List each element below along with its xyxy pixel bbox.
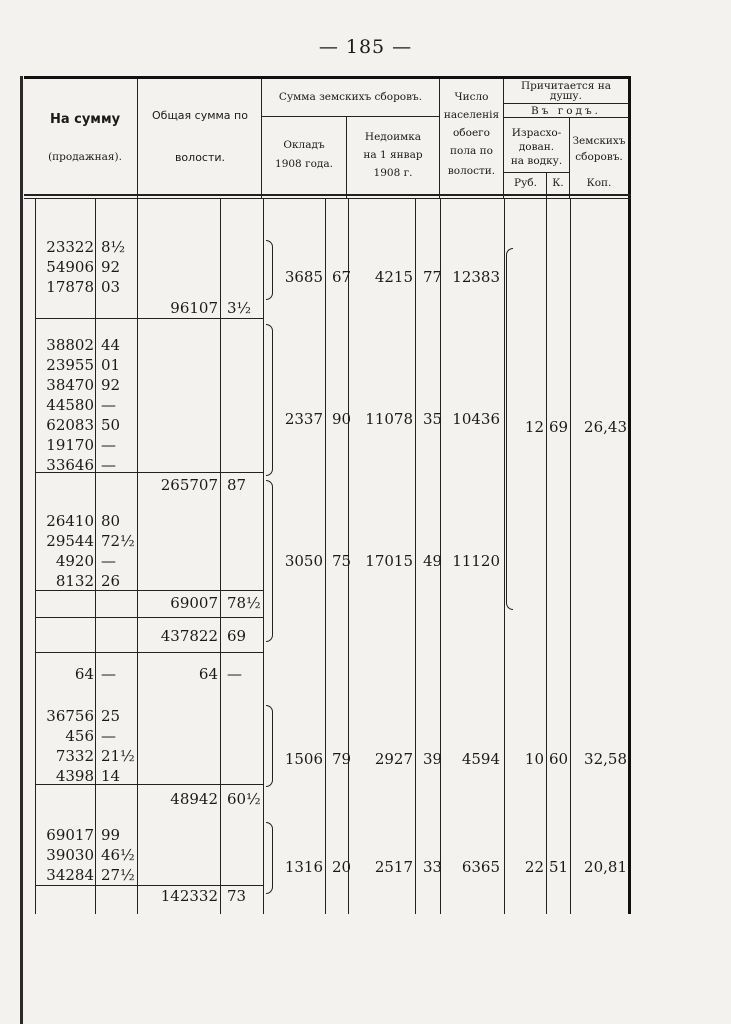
header-unit-kop2: Коп. bbox=[586, 177, 612, 189]
header-zemsky: Сумма земскихъ сборовъ. bbox=[278, 91, 423, 103]
item-sum: 7332 bbox=[55, 747, 94, 765]
item-sum: 23322 bbox=[46, 238, 94, 256]
oklad-rub: 1316 bbox=[284, 858, 323, 876]
group-brace bbox=[266, 240, 273, 300]
population: 6365 bbox=[461, 858, 500, 876]
col-divider bbox=[35, 199, 36, 914]
item-kop: 46½ bbox=[101, 846, 135, 864]
oklad-kop: 20 bbox=[332, 858, 352, 876]
nedoimka-rub: 17015 bbox=[365, 552, 413, 570]
item-sum: 69017 bbox=[46, 826, 94, 844]
item-kop: — bbox=[101, 552, 116, 570]
group-brace bbox=[266, 480, 273, 642]
header-population-sub1: населенія bbox=[443, 109, 500, 121]
item-kop: 27½ bbox=[101, 866, 135, 884]
item-sum: 33646 bbox=[46, 456, 94, 474]
header-bottom-border-2 bbox=[24, 198, 631, 199]
item-kop: 92 bbox=[101, 258, 121, 276]
page-number: — 185 — bbox=[318, 36, 413, 58]
item-sum: 4920 bbox=[55, 552, 94, 570]
header-year: Въ годъ. bbox=[530, 105, 602, 117]
nedoimka-rub: 2517 bbox=[374, 858, 413, 876]
header-spent: Израсхо- bbox=[511, 127, 562, 139]
item-kop: 50 bbox=[101, 416, 121, 434]
group-brace-right bbox=[506, 248, 513, 610]
volost-total-kop: 87 bbox=[227, 476, 247, 494]
item-sum: 4398 bbox=[55, 767, 94, 785]
item-kop: 80 bbox=[101, 512, 121, 530]
item-kop: 72½ bbox=[101, 532, 135, 550]
col-divider bbox=[95, 199, 96, 914]
oklad-rub: 1506 bbox=[284, 750, 323, 768]
item-sum: 17878 bbox=[46, 278, 94, 296]
item-sum: 456 bbox=[65, 727, 94, 745]
item-sum: 38470 bbox=[46, 376, 94, 394]
volost-total-kop: — bbox=[227, 665, 242, 683]
col-divider bbox=[325, 199, 326, 914]
header-unit-kop: К. bbox=[552, 177, 564, 189]
header-total-sub: волости. bbox=[174, 151, 226, 164]
spent-rub: 12 bbox=[524, 418, 544, 436]
item-sum: 39030 bbox=[46, 846, 94, 864]
group-separator bbox=[35, 652, 263, 653]
header-sum-sub: (продажная). bbox=[48, 151, 122, 163]
header-oklad: Окладъ bbox=[283, 139, 325, 151]
item-kop: 01 bbox=[101, 356, 121, 374]
item-sum: 26410 bbox=[46, 512, 94, 530]
item-sum: 29544 bbox=[46, 532, 94, 550]
header-due-sub: душу. bbox=[550, 90, 582, 102]
item-kop: — bbox=[101, 436, 116, 454]
oklad-kop: 67 bbox=[332, 268, 352, 286]
spent-kop: 69 bbox=[549, 418, 569, 436]
spent-kop: 60 bbox=[549, 750, 569, 768]
oklad-kop: 90 bbox=[332, 410, 352, 428]
item-kop: 25 bbox=[101, 707, 121, 725]
col-divider bbox=[415, 199, 416, 914]
item-kop: 8½ bbox=[101, 238, 126, 256]
nedoimka-kop: 33 bbox=[423, 858, 443, 876]
population: 4594 bbox=[461, 750, 500, 768]
nedoimka-kop: 77 bbox=[423, 268, 443, 286]
volost-total-sum: 437822 bbox=[160, 627, 218, 645]
oklad-kop: 75 bbox=[332, 552, 352, 570]
item-kop: 99 bbox=[101, 826, 121, 844]
volost-total-kop: 3½ bbox=[227, 299, 252, 317]
header-oklad-sub: 1908 года. bbox=[275, 158, 333, 170]
item-kop: — bbox=[101, 396, 116, 414]
header-population-sub3: пола по bbox=[450, 145, 493, 157]
item-sum: 34284 bbox=[46, 866, 94, 884]
col-divider bbox=[137, 79, 138, 914]
oklad-rub: 3050 bbox=[284, 552, 323, 570]
header-population: Число bbox=[454, 91, 489, 103]
header-nedoimka-sub2: 1908 г. bbox=[373, 167, 413, 179]
header-total: Общая сумма по bbox=[152, 109, 248, 122]
item-kop: 14 bbox=[101, 767, 121, 785]
zemsky-per-capita: 32,58 bbox=[584, 750, 627, 768]
group-separator bbox=[35, 885, 263, 886]
population: 11120 bbox=[452, 552, 500, 570]
header-nedoimka: Недоимка bbox=[364, 131, 422, 143]
header-bottom-border bbox=[24, 194, 631, 196]
volost-total-kop: 78½ bbox=[227, 594, 261, 612]
col-divider bbox=[263, 199, 264, 914]
nedoimka-kop: 39 bbox=[423, 750, 443, 768]
spent-rub: 10 bbox=[524, 750, 544, 768]
oklad-rub: 2337 bbox=[284, 410, 323, 428]
table-right-border bbox=[628, 76, 631, 914]
group-separator bbox=[35, 617, 263, 618]
header-population-sub4: волости. bbox=[447, 165, 496, 177]
header-zemsky-fees-sub: сборовъ. bbox=[575, 151, 623, 163]
spent-kop: 51 bbox=[549, 858, 569, 876]
nedoimka-kop: 49 bbox=[423, 552, 443, 570]
item-kop: 03 bbox=[101, 278, 121, 296]
item-kop: 92 bbox=[101, 376, 121, 394]
zemsky-per-capita: 26,43 bbox=[584, 418, 627, 436]
item-sum: 23955 bbox=[46, 356, 94, 374]
header-spent-sub1: дован. bbox=[518, 141, 555, 153]
volost-total-kop: 69 bbox=[227, 627, 247, 645]
header-sum: На сумму bbox=[49, 112, 121, 127]
col-divider bbox=[220, 199, 221, 914]
item-sum: 19170 bbox=[46, 436, 94, 454]
item-kop: — bbox=[101, 456, 116, 474]
population: 12383 bbox=[452, 268, 500, 286]
item-sum: 38802 bbox=[46, 336, 94, 354]
col-divider bbox=[570, 199, 571, 914]
header-population-sub2: обоего bbox=[452, 127, 490, 139]
header-unit-rub: Руб. bbox=[514, 177, 537, 189]
col-divider bbox=[504, 199, 505, 914]
col-divider bbox=[546, 172, 547, 914]
header-due: Причитается на bbox=[520, 80, 611, 92]
volost-total-sum: 96107 bbox=[170, 299, 218, 317]
volost-total-kop: 60½ bbox=[227, 790, 261, 808]
group-brace bbox=[266, 822, 273, 894]
item-kop: 44 bbox=[101, 336, 121, 354]
item-kop: 26 bbox=[101, 572, 121, 590]
item-sum: 54906 bbox=[46, 258, 94, 276]
population: 10436 bbox=[452, 410, 500, 428]
header-sub-line bbox=[262, 116, 439, 117]
volost-total-sum: 142332 bbox=[160, 887, 218, 905]
header-zemsky-fees: Земскихъ bbox=[572, 135, 626, 147]
item-kop: 21½ bbox=[101, 747, 135, 765]
page-edge-bar bbox=[20, 76, 23, 1024]
item-sum: 64 bbox=[74, 665, 94, 683]
group-brace bbox=[266, 705, 273, 787]
group-brace bbox=[266, 324, 273, 476]
volost-total-sum: 48942 bbox=[170, 790, 218, 808]
group-separator bbox=[35, 590, 263, 591]
header-spent-sub2: на водку. bbox=[510, 155, 563, 167]
nedoimka-rub: 4215 bbox=[374, 268, 413, 286]
item-sum: 62083 bbox=[46, 416, 94, 434]
oklad-kop: 79 bbox=[332, 750, 352, 768]
header-sub-line bbox=[504, 172, 569, 173]
volost-total-kop: 73 bbox=[227, 887, 247, 905]
item-sum: 36756 bbox=[46, 707, 94, 725]
oklad-rub: 3685 bbox=[284, 268, 323, 286]
volost-total-sum: 64 bbox=[198, 665, 218, 683]
volost-total-sum: 265707 bbox=[160, 476, 218, 494]
item-sum: 8132 bbox=[55, 572, 94, 590]
item-kop: — bbox=[101, 665, 116, 683]
volost-total-sum: 69007 bbox=[170, 594, 218, 612]
spent-rub: 22 bbox=[524, 858, 544, 876]
group-separator bbox=[35, 318, 263, 319]
nedoimka-rub: 2927 bbox=[374, 750, 413, 768]
nedoimka-rub: 11078 bbox=[365, 410, 413, 428]
zemsky-per-capita: 20,81 bbox=[584, 858, 627, 876]
nedoimka-kop: 35 bbox=[423, 410, 443, 428]
item-kop: — bbox=[101, 727, 116, 745]
header-nedoimka-sub1: на 1 январ bbox=[363, 149, 423, 161]
item-sum: 44580 bbox=[46, 396, 94, 414]
